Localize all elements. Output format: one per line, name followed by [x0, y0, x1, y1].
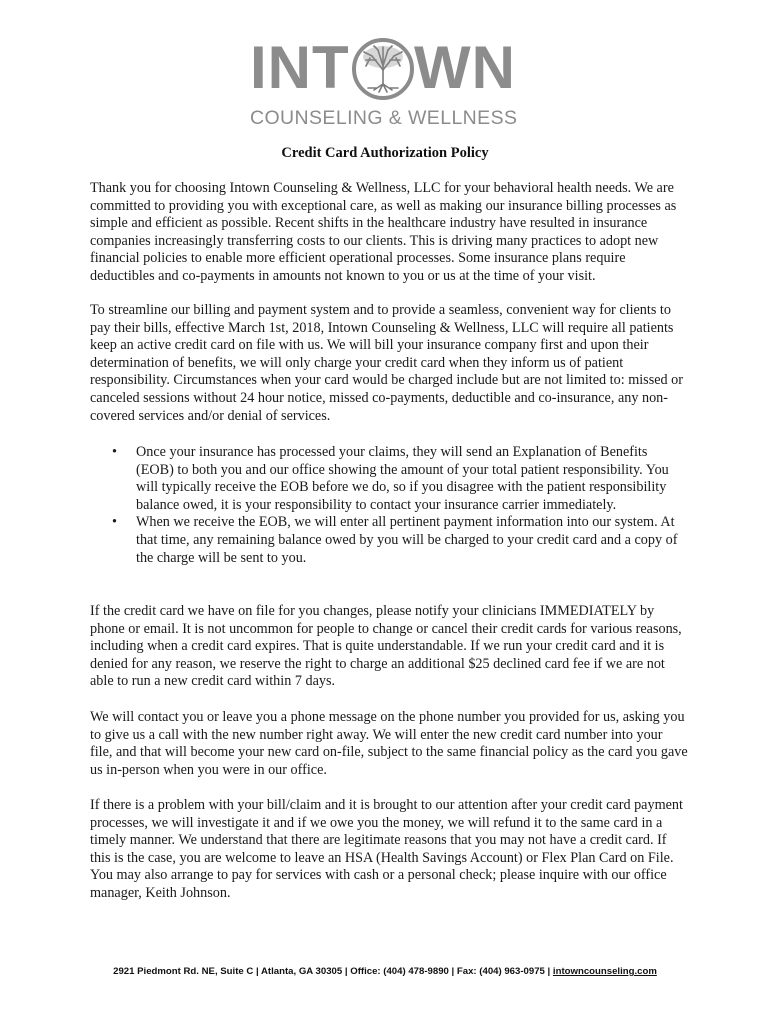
- logo-word-int: INT: [250, 34, 350, 101]
- contact-paragraph: We will contact you or leave you a phone message on the phone number you provided for us, asking you to give us a call with the new number right away. We will enter the new credit card number into your file, and that will become your new card on-file, subject to the same financial policy as the card you gave us in-person when you were in our office.: [90, 709, 688, 778]
- billing-paragraph: To streamline our billing and payment system and to provide a seamless, convenient way for clients to pay their bills, effective March 1st, 2018, Intown Counseling & Wellness, LLC will require all patients keep an active credit card on file with us. We will bill your insurance company first and upon their determination of benefits, we will only charge your credit card when they inform us of patient responsibility. Circumstances when your card would be charged include but are not limited to: missed or canceled sessions without 24 hour notice, missed co-payments, deductible and co-insurance, any non-covered services and/or denial of services.: [90, 302, 683, 424]
- page-title: Credit Card Authorization Policy: [281, 145, 489, 161]
- list-item: [90, 514, 688, 567]
- bullet-text: Once your insurance has processed your claims, they will send an Explanation of Benefits (EOB) to both you and our office showing the amount of your total patient responsibility. You will typically receive the EOB before we do, so if you disagree with the patient responsibility balance owed, it is your responsibility to contact your insurance carrier immediately.: [136, 444, 669, 513]
- footer-address: 2921 Piedmont Rd. NE, Suite C | Atlanta, GA 30305 | Office: (404) 478-9890 | Fax: (404) 963-0975 |: [113, 966, 553, 977]
- intro-paragraph: Thank you for choosing Intown Counseling & Wellness, LLC for your behavioral health needs. We are committed to providing you with exceptional care, as well as making our insurance billing processes as simple and efficient as possible. Recent shifts in the healthcare industry have resulted in insurance companies increasingly transferring costs to our clients. This is driving many practices to adopt new financial policies to enable more efficient operational processes. Some insurance plans require deductibles and co-payments in amounts not known to you or us at the time of your visit.: [90, 180, 677, 284]
- billing-problem-paragraph: If there is a problem with your bill/claim and it is brought to our attention after your credit card payment processes, we will investigate it and if we owe you the money, we will refund it to the same card in a timely manner. We understand that there are legitimate reasons that you may not have a credit card. If this is the case, you are welcome to leave an HSA (Health Savings Account) or Flex Plan Card on File. You may also arrange to pay for services with cash or a personal check; please inquire with our office manager, Keith Johnson.: [90, 797, 683, 901]
- bullet-list: [90, 444, 688, 567]
- intown-logo: [248, 36, 524, 134]
- bullet-text: When we receive the EOB, we will enter all pertinent payment information into our system. At that time, any remaining balance owed by you will be charged to your credit card and a copy of the charge will be sent to you.: [136, 514, 678, 566]
- list-item: [90, 444, 688, 514]
- footer: [0, 966, 770, 978]
- logo-subtitle: COUNSELING & WELLNESS: [250, 107, 518, 129]
- bullet-icon: •: [112, 444, 117, 460]
- card-change-paragraph: If the credit card we have on file for you changes, please notify your clinicians IMMEDIATELY by phone or email. It is not uncommon for people to change or cancel their credit cards for various reasons, including when a credit card expires. That is quite understandable. If we run your credit card and it is denied for any reason, we reserve the right to charge an additional $25 declined card fee if we are not able to run a new credit card within 7 days.: [90, 603, 682, 690]
- website-link[interactable]: intowncounseling.com: [552, 966, 657, 977]
- logo-word-wn: WN: [414, 34, 516, 101]
- tree-icon: [352, 38, 414, 100]
- bullet-icon: •: [112, 514, 117, 531]
